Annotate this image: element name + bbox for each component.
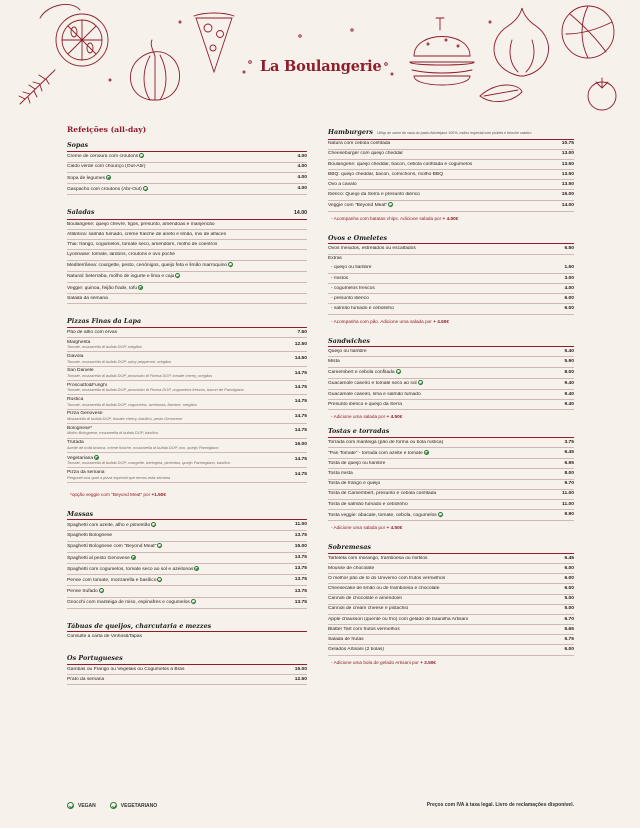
section-title: Sopas: [67, 141, 307, 152]
menu-item: Gambas ou Frango ou Vegetais ou Cogumelos à Brás 15.00: [67, 665, 307, 675]
menu-item: Lyonnaise: tomate, lardons, croutons e ovo poché: [67, 250, 307, 260]
burger-icon: [410, 18, 474, 85]
menu-item: Gaspacho com croutons (Abr-Out) 4.00: [67, 184, 307, 195]
vegetariano-icon: [424, 450, 429, 455]
vegetariano-icon: [438, 512, 443, 517]
section-hamburgers: [328, 128, 574, 221]
menu-item: Apple chausson (quente ou frio) com gelado de baunilha Artisani 6.70: [328, 615, 574, 625]
menu-item: Consulte a carta de Vinhos&Tapas: [67, 633, 142, 639]
menu-item: Tosta mista 8.00: [328, 469, 574, 479]
section-title: Saladas 14.00: [67, 208, 307, 220]
menu-item: Gelados Artisani (2 bolas) 6.00: [328, 645, 574, 655]
menu-item: Cannoli de chocolate e amendoim 5.00: [328, 595, 574, 605]
garlic-icon: [130, 40, 179, 100]
menu-item: Guacamole caseiro e tomate seco ao sol 9.40: [328, 379, 574, 390]
pizza-slice-icon: [194, 13, 234, 72]
section-title: Sobremesas: [328, 543, 574, 554]
menu-item: Tosta de queijo ou fiambre 6.95: [328, 459, 574, 469]
vegetariano-icon: [396, 369, 401, 374]
menu-item: BBQ: queijo cheddar, bacon, cornichons, molho BBQ 13.50: [328, 170, 574, 180]
menu-item: Prosciutto&Funghi Tomate, mozzarella di bufala DOP, prosciutto di Parma DOP, cogumelos frescos, bacon de Parmigiano 14.75: [67, 381, 307, 395]
menu-item: Ovos mexidos, estrelados ou escalfados 6.50: [328, 244, 574, 254]
vegetariano-icon: [194, 566, 199, 571]
diet-legend: [67, 802, 157, 809]
menu-item: Atlântica: salmão fumado, crème fraîche de aneto e limão, mix de alfaces: [67, 230, 307, 240]
brand-logo-text: La Boulangerie: [260, 58, 382, 75]
section-tabuas: [67, 622, 307, 642]
section-tostas: [328, 427, 574, 530]
bread-icon: [40, 4, 80, 18]
menu-item: Prato da semana 12.50: [67, 675, 307, 685]
menu-item: Tosta de salmão fumado e cebolinho 11.00: [328, 500, 574, 510]
vegan-icon: [138, 285, 143, 290]
menu-item: Boulangerie: queijo cheddar, bacon, cebola confitada e cogumelos 13.50: [328, 160, 574, 170]
section-title: Os Portugueses: [67, 654, 307, 665]
section-price: 14.00: [294, 210, 307, 217]
vegetariano-icon: [94, 455, 99, 460]
menu-item: Sopa de legumes 4.00: [67, 173, 307, 184]
tomato-icon: [588, 78, 616, 110]
vegetariano-icon: [191, 599, 196, 604]
section-sandwiches: [328, 337, 574, 420]
section-note: - Adicione uma salada por + 4.50€: [331, 525, 403, 531]
section-sobremesas: [328, 543, 574, 664]
menu-item: Queijo ou fiambre 5.40: [328, 347, 574, 357]
header-illustrations: [0, 0, 640, 118]
menu-item: Caldo verde com chouriço (Out-Abr) 4.00: [67, 163, 307, 173]
menu-item: Torrada com manteiga (pão de forma ou bola rústica) 3.75: [328, 438, 574, 448]
vegan-icon: [67, 802, 74, 809]
vegetariano-icon: [151, 522, 156, 527]
menu-item: Camembert e cebola confitada 8.00: [328, 368, 574, 379]
menu-item: Vegetariana Tomate, mozzarella di bufala DOP, courgette, beringela, pimentos, queijo Parmegiano, basílico 14.75: [67, 453, 307, 468]
menu-item: Cheesecake de limão ou de framboesa e chocolate 6.00: [328, 584, 574, 594]
menu-item: Thai: frango, cogumelos, tomate seco, amendoim, molho de coentros: [67, 240, 307, 250]
section-title: Tostas e torradas: [328, 427, 574, 438]
section-title: Massas: [67, 510, 307, 521]
extras-label: Extras: [328, 256, 342, 262]
vegetariano-icon: [143, 186, 148, 191]
legend-vegetariano: VEGETARIANO: [110, 802, 157, 809]
menu-item: Pão de alho com ervas 7.50: [67, 328, 307, 338]
menu-item: Salada de frutas 5.75: [328, 635, 574, 645]
menu-item: Penne trufado 13.75: [67, 586, 307, 597]
menu-item: Tosta veggie: abacate, tomate, cebola, cogumelos 9.90: [328, 510, 574, 521]
section-ovos: [328, 234, 574, 324]
footer: [67, 802, 574, 812]
menu-item: Mista 5.90: [328, 357, 574, 367]
menu-item: Bolognese* Molho Bolognese, mozzarella di bufala DOP, basílico 14.75: [67, 424, 307, 438]
menu-item: Mediterrânea: courgette, pesto, cenónigos, queijo feta e limão marroquino: [67, 261, 307, 272]
section-title: Hamburgers 180gr de carne de vaca do pasto Alentejano 100%, molho especial com pickles e brioche caseiro: [328, 128, 574, 140]
section-title: Sandwiches: [328, 337, 574, 348]
section-note: - Adicione uma bola de gelado Artisani por + 3.50€: [331, 659, 436, 665]
menu-item: Cannoli de cream cheese e pistachio 5.00: [328, 605, 574, 615]
menu-item: - salmão fumado e cebolinho 6.00: [328, 304, 574, 314]
left-column: [67, 125, 307, 685]
menu-item: Spaghetti al pesto Genovese 13.75: [67, 553, 307, 564]
menu-item: Pizza da semana Pergunte-nos qual a pizza especial que temos esta semana 14.75: [67, 468, 307, 482]
menu-item: Diavola Tomate, mozzarella di bufala DOP, spicy pepperoni, orégãos 14.50: [67, 352, 307, 366]
menu-item: O melhor pão de ló do Universo com frutos vermelhos 6.00: [328, 574, 574, 584]
menu-item: Blatter Tart com frutos vermelhos 5.65: [328, 625, 574, 635]
menu-item: Mousse de chocolate 6.00: [328, 564, 574, 574]
menu-item: Ovo a cavalo 13.50: [328, 180, 574, 190]
menu-item: Rústica Tomate, mozzarella di bufala DOP, cogumelos, azeitonas, fiambre, orégãos 14.75: [67, 395, 307, 409]
section-title: Pizzas Finas da Lapa: [67, 317, 307, 328]
herb-sprig-icon: [19, 70, 55, 104]
menu-item: Spaghetti Bolognese com "Beyond Meat" 15.00: [67, 542, 307, 553]
leaf-icon: [480, 6, 614, 102]
vegetariano-icon: [99, 588, 104, 593]
vegetariano-icon: [418, 380, 423, 385]
menu-item: - presunto ibérico 6.00: [328, 294, 574, 304]
menu-item: Penne com tomate, mozzarella e basílico 13.75: [67, 575, 307, 586]
menu-item: - cogumelos frescos 4.00: [328, 284, 574, 294]
legal-notice: Preços com IVA à taxa legal. Livro de reclamações disponível.: [426, 802, 574, 808]
section-title: Ovos e Omeletes: [328, 234, 574, 245]
vegetariano-icon: [110, 802, 117, 809]
menu-item: "Pan Tomate" - torrada com azeite e tomate 6.45: [328, 448, 574, 459]
menu-title: Refeições (all-day): [67, 125, 147, 134]
vegetariano-icon: [228, 262, 233, 267]
section-note: *opção veggie com "Beyond Meat" por +1.50€: [70, 491, 166, 497]
right-column: [328, 128, 574, 665]
tomato-slice-icon: [56, 14, 108, 66]
section-subtitle: 180gr de carne de vaca do pasto Alentejano 100%, molho especial com pickles e brioche caseiro: [376, 131, 532, 135]
menu-item: Margherita Tomate, mozzarella di bufala DOP, orégãos 12.50: [67, 338, 307, 352]
menu-item: Spaghetti Bolognese 13.75: [67, 531, 307, 541]
menu-item: Spaghetti com azeite, alho e pimentão 11.00: [67, 520, 307, 531]
section-note: - Acompanha com pão. Adicione uma salada por + 4.50€: [331, 318, 449, 324]
legend-vegan: VEGAN: [67, 802, 96, 809]
vegetariano-icon: [157, 543, 162, 548]
menu-item: Natura com cebola confitada 10.75: [328, 140, 574, 150]
menu-item: Natural: beterraba, molho de iogurte e lima e caju: [67, 272, 307, 283]
menu-item: Veggie: quinoa, feijão frade, tofu: [67, 283, 307, 294]
menu-item: Presunto ibérico e queijo da Serra 9.40: [328, 400, 574, 410]
menu-item: Boulangerie: queijo chèvre, figos, presunto, amêndoas e manjericão: [67, 220, 307, 230]
menu-item: - queijo ou fiambre 1.50: [328, 264, 574, 274]
menu-item: Gnocchi com manteiga de miso, espinafres e cogumelos 13.75: [67, 598, 307, 609]
logo: [260, 58, 380, 80]
menu-item: Trufada Azeite de trufa branca, crème fraîche, mozzarella di bufala DOP, ovo, queijo Parmigiano 16.00: [67, 439, 307, 453]
menu-item: Creme de cenoura com croutons 4.00: [67, 152, 307, 163]
onion-icon: [494, 8, 548, 76]
menu-item: Pizza Genovese Mozzarella di bufala DOP, tomate cherry, basílico, pesto Genovese 14.75: [67, 410, 307, 424]
menu-item: Tosta de frango e queijo 9.70: [328, 480, 574, 490]
menu-item: Salada da semana: [67, 294, 307, 304]
menu-item: Tosta de Camembert, presunto e cebola confitada 11.00: [328, 490, 574, 500]
section-massas: [67, 510, 307, 609]
section-saladas: [67, 208, 307, 304]
menu-item: Ibérico: Queijo da Serra e presunto ibérico 15.00: [328, 190, 574, 200]
vegetariano-icon: [131, 555, 136, 560]
vegetariano-icon: [157, 577, 162, 582]
section-note: - Acompanha com batatas chips. Adicione salada por + 4.50€: [331, 215, 459, 221]
menu-item: San Daniele Tomate, mozzarella di bufala DOP, prosciutto di Parma DOP, tomate cherry, orégãos 14.75: [67, 367, 307, 381]
vegetariano-icon: [139, 153, 144, 158]
menu-item: Tarteleta com morango, framboesa ou mirtilos 6.45: [328, 554, 574, 564]
section-pizzas: [67, 317, 307, 496]
section-note: - Adicione uma salada por + 4.50€: [331, 414, 403, 420]
vegetariano-icon: [388, 202, 393, 207]
menu-item: - mistos 3.00: [328, 274, 574, 284]
section-portugueses: [67, 654, 307, 685]
menu-item: Cheeseburger com queijo cheddar 13.00: [328, 150, 574, 160]
section-sopas: [67, 141, 307, 195]
vegetariano-icon: [175, 273, 180, 278]
menu-item: Spaghetti com cogumelos, tomate seco ao sol e azeitonas 13.75: [67, 564, 307, 575]
section-title: Tábuas de queijos, charcutaria e mezzes: [67, 622, 307, 633]
menu-item: Guacamole caseiro, lima e salmão fumado 9.40: [328, 390, 574, 400]
menu-item: Veggie com "Beyond Meat" 14.00: [328, 201, 574, 212]
vegan-icon: [106, 175, 111, 180]
